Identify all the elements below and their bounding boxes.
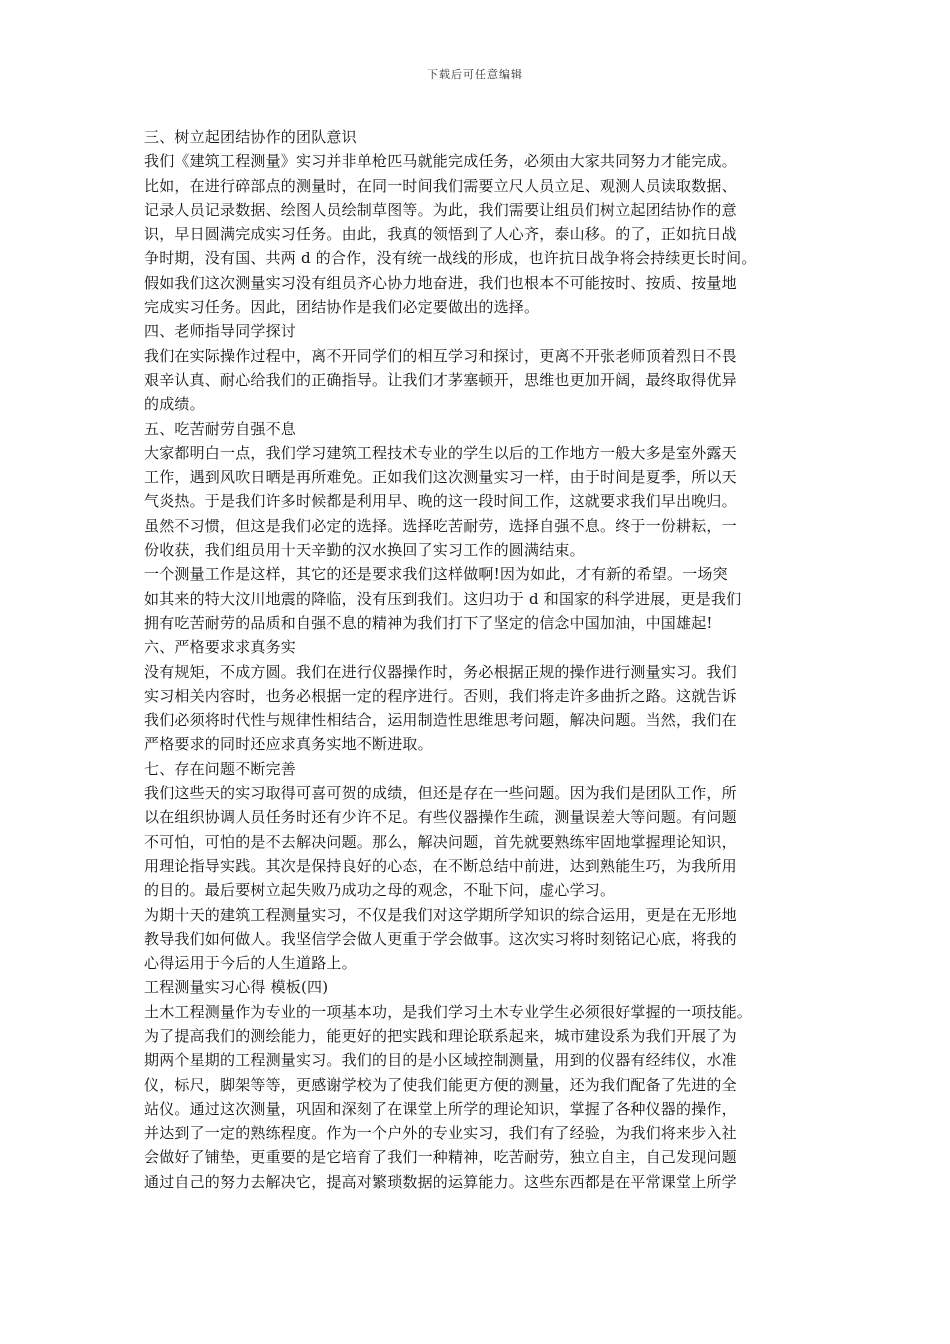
text-line: 实习相关内容时，也务必根据一定的程序进行。否则，我们将走许多曲折之路。这就告诉 bbox=[144, 686, 737, 705]
text-line: 完成实习任务。因此，团结协作是我们必定要做出的选择。 bbox=[144, 298, 540, 317]
text-line: 不可怕，可怕的是不去解决问题。那么，解决问题，首先就要熟练牢固地掌握理论知识， bbox=[144, 832, 737, 851]
text-line: 会做好了铺垫，更重要的是它培育了我们一种精神，吃苦耐劳，独立自主，自己发现问题 bbox=[144, 1148, 737, 1167]
text-line: 如其来的特大汶川地震的降临，没有压到我们。这归功于 d 和国家的科学进展，更是我们 bbox=[144, 589, 742, 608]
text-line: 四、老师指导同学探讨 bbox=[144, 322, 297, 341]
text-line: 没有规矩，不成方圆。我们在进行仪器操作时，务必根据正规的操作进行测量实习。我们 bbox=[144, 662, 737, 681]
text-line: 期两个星期的工程测量实习。我们的目的是小区域控制测量，用到的仪器有经纬仪，水准 bbox=[144, 1051, 737, 1070]
page-header-note: 下载后可任意编辑 bbox=[427, 68, 523, 81]
text-line: 心得运用于今后的人生道路上。 bbox=[144, 954, 357, 973]
text-line: 为了提高我们的测绘能力，能更好的把实践和理论联系起来，城市建设系为我们开展了为 bbox=[144, 1026, 737, 1045]
text-line: 争时期，没有国、共两 d 的合作，没有统一战线的形成，也许抗日战争将会持续更长时间。 bbox=[144, 249, 757, 268]
text-line: 记录人员记录数据、绘图人员绘制草图等。为此，我们需要让组员们树立起团结协作的意 bbox=[144, 200, 737, 219]
text-line: 仪，标尺，脚架等等，更感谢学校为了使我们能更方便的测量，还为我们配备了先进的全 bbox=[144, 1075, 737, 1094]
text-line: 的目的。最后要树立起失败乃成功之母的观念，不耻下问，虚心学习。 bbox=[144, 881, 616, 900]
text-line: 用理论指导实践。其次是保持良好的心态，在不断总结中前进，达到熟能生巧，为我所用 bbox=[144, 856, 737, 875]
text-line: 七、存在问题不断完善 bbox=[144, 759, 297, 778]
text-line: 六、严格要求求真务实 bbox=[144, 638, 297, 657]
text-line: 工作，遇到风吹日晒是再所难免。正如我们这次测量实习一样，由于时间是夏季，所以天 bbox=[144, 468, 737, 487]
text-line: 一个测量工作是这样，其它的还是要求我们这样做啊!因为如此，才有新的希望。一场突 bbox=[144, 565, 728, 584]
text-line: 并达到了一定的熟练程度。作为一个户外的专业实习，我们有了经验，为我们将来步入社 bbox=[144, 1124, 737, 1143]
text-line: 我们必须将时代性与规律性相结合，运用制造性思维思考问题，解决问题。当然，我们在 bbox=[144, 711, 737, 730]
text-line: 严格要求的同时还应求真务实地不断进取。 bbox=[144, 735, 433, 754]
text-line: 工程测量实习心得 模板(四) bbox=[144, 978, 329, 997]
text-line: 通过自己的努力去解决它，提高对繁琐数据的运算能力。这些东西都是在平常课堂上所学 bbox=[144, 1172, 737, 1191]
text-line: 识，早日圆满完成实习任务。由此，我真的领悟到了人心齐，泰山移。的了，正如抗日战 bbox=[144, 225, 737, 244]
text-line: 为期十天的建筑工程测量实习，不仅是我们对这学期所学知识的综合运用，更是在无形地 bbox=[144, 905, 737, 924]
text-line: 土木工程测量作为专业的一项基本功，是我们学习土木专业学生必须很好掌握的一项技能。 bbox=[144, 1002, 753, 1021]
text-line: 站仪。通过这次测量，巩固和深刻了在课堂上所学的理论知识，掌握了各种仪器的操作， bbox=[144, 1099, 737, 1118]
text-line: 教导我们如何做人。我坚信学会做人更重于学会做事。这次实习将时刻铭记心底，将我的 bbox=[144, 929, 737, 948]
text-line: 三、树立起团结协作的团队意识 bbox=[144, 128, 357, 146]
text-line: 大家都明白一点，我们学习建筑工程技术专业的学生以后的工作地方一般大多是室外露天 bbox=[144, 443, 737, 462]
text-line: 气炎热。于是我们许多时候都是利用早、晚的这一段时间工作，这就要求我们早出晚归。 bbox=[144, 492, 737, 511]
text-line: 我们这些天的实习取得可喜可贺的成绩，但还是存在一些问题。因为我们是团队工作，所 bbox=[144, 784, 737, 803]
text-line: 假如我们这次测量实习没有组员齐心协力地奋进，我们也根本不可能按时、按质、按量地 bbox=[144, 273, 737, 292]
text-line: 的成绩。 bbox=[144, 395, 205, 414]
text-line: 拥有吃苦耐劳的品质和自强不息的精神为我们打下了坚定的信念中国加油，中国雄起! bbox=[144, 613, 713, 632]
text-line: 我们在实际操作过程中，离不开同学们的相互学习和探讨，更离不开张老师顶着烈日不畏 bbox=[144, 346, 737, 365]
text-line: 五、吃苦耐劳自强不息 bbox=[144, 419, 297, 438]
text-line: 以在组织协调人员任务时还有少许不足。有些仪器操作生疏，测量误差大等问题。有问题 bbox=[144, 808, 737, 827]
text-line: 虽然不习惯，但这是我们必定的选择。选择吃苦耐劳，选择自强不息。终于一份耕耘，一 bbox=[144, 516, 737, 535]
text-line: 我们《建筑工程测量》实习并非单枪匹马就能完成任务，必须由大家共同努力才能完成。 bbox=[144, 152, 737, 171]
text-line: 份收获，我们组员用十天辛勤的汉水换回了实习工作的圆满结束。 bbox=[144, 541, 585, 560]
text-line: 比如，在进行碎部点的测量时，在同一时间我们需要立尺人员立足、观测人员读取数据、 bbox=[144, 176, 737, 195]
document-body bbox=[144, 125, 819, 1194]
text-line: 艰辛认真、耐心给我们的正确指导。让我们才茅塞顿开，思维也更加开阔，最终取得优异 bbox=[144, 370, 737, 389]
